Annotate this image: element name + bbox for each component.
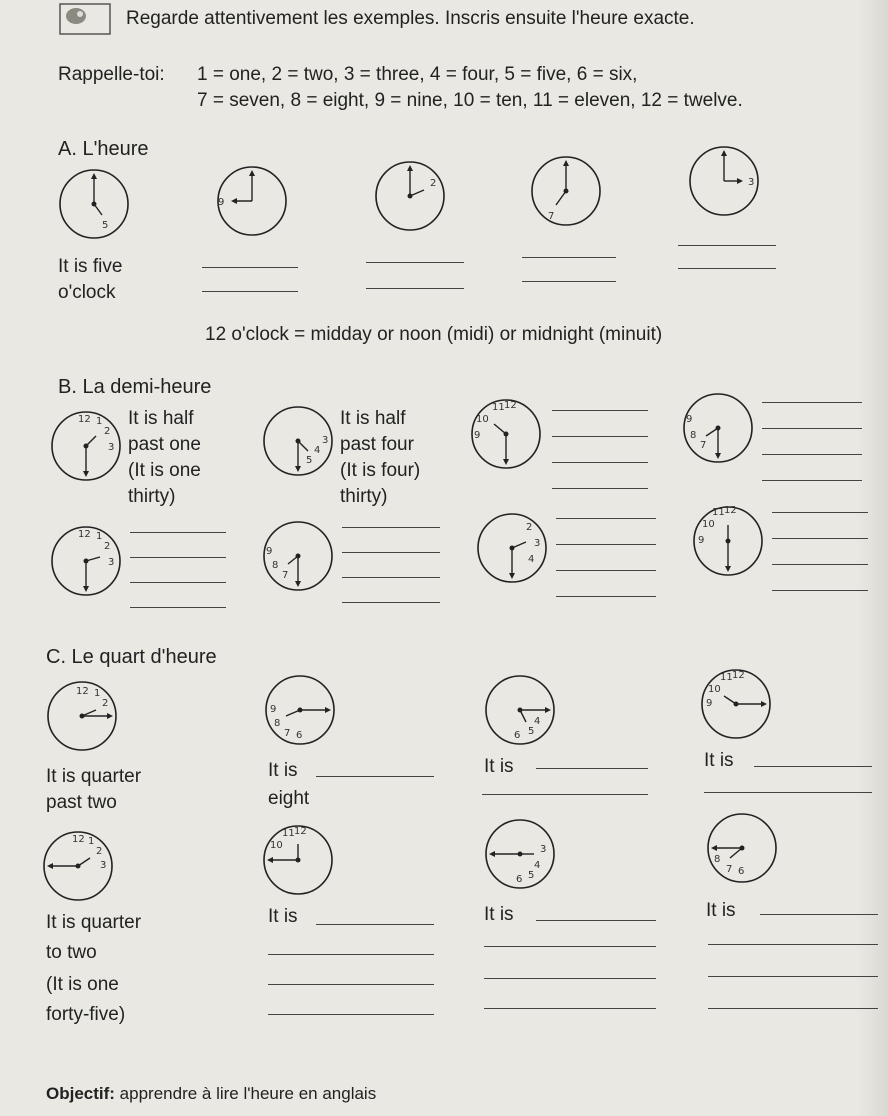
clock-number: 9 <box>270 704 277 715</box>
clock-number: 1 <box>96 531 103 542</box>
clock-number: 2 <box>96 846 103 857</box>
answer-line[interactable] <box>342 552 440 553</box>
answer-line[interactable] <box>130 607 226 608</box>
clock-number: 7 <box>284 728 291 739</box>
answer-line[interactable] <box>202 267 298 268</box>
clock-number: 3 <box>540 844 547 855</box>
section-c-title: C. Le quart d'heure <box>46 646 217 668</box>
answer-line[interactable] <box>556 596 656 597</box>
answer-line[interactable] <box>754 766 872 767</box>
answer-line[interactable] <box>708 944 878 945</box>
answer-line[interactable] <box>704 792 872 793</box>
clock-number: 6 <box>738 866 745 877</box>
clock-number: 7 <box>548 211 555 222</box>
answer-line[interactable] <box>762 428 862 429</box>
clock-number: 4 <box>314 445 321 456</box>
clock-number: 9 <box>698 535 705 546</box>
answer-line[interactable] <box>552 410 648 411</box>
clock-number: 1 <box>88 836 95 847</box>
clock-number: 2 <box>104 426 111 437</box>
clock-number: 12 <box>72 834 85 845</box>
pencil-logo-icon <box>58 2 114 36</box>
clock-b6 <box>262 520 334 592</box>
clock-number: 10 <box>270 840 283 851</box>
answer-line[interactable] <box>772 512 868 513</box>
answer-line[interactable] <box>556 518 656 519</box>
paper-edge-shadow <box>858 0 888 1116</box>
clock-number: 2 <box>430 178 437 189</box>
objective-label: Objectif: <box>46 1084 115 1103</box>
clock-b4 <box>682 392 754 464</box>
answer-line[interactable] <box>484 1008 656 1009</box>
answer-line[interactable] <box>762 480 862 481</box>
answer-line[interactable] <box>268 984 434 985</box>
clock-number: 9 <box>218 197 225 208</box>
clock-number: 1 <box>96 416 103 427</box>
clock-number: 5 <box>306 455 313 466</box>
clock-number: 12 <box>78 529 91 540</box>
answer-line[interactable] <box>556 570 656 571</box>
clock-number: 7 <box>700 440 707 451</box>
answer-line[interactable] <box>556 544 656 545</box>
clock-number: 12 <box>724 505 737 516</box>
answer-line[interactable] <box>522 281 616 282</box>
clock-number: 6 <box>516 874 523 885</box>
clock-number: 8 <box>714 854 721 865</box>
answer-line[interactable] <box>678 245 776 246</box>
answer-line[interactable] <box>366 262 464 263</box>
reminder-label: Rappelle-toi: <box>58 64 165 85</box>
clock-number: 7 <box>726 864 733 875</box>
answer-line[interactable] <box>342 577 440 578</box>
clock-number: 3 <box>748 177 755 188</box>
answer-line[interactable] <box>772 564 868 565</box>
clock-number: 5 <box>528 870 535 881</box>
clock-c1 <box>46 680 118 752</box>
clock-number: 11 <box>720 672 733 683</box>
answer-line[interactable] <box>130 532 226 533</box>
clock-number: 12 <box>732 670 745 681</box>
c-it-is-label: It is <box>706 900 736 921</box>
clock-number: 5 <box>528 726 535 737</box>
answer-line[interactable] <box>316 924 434 925</box>
clock-c4 <box>700 668 772 740</box>
example-a-line2: o'clock <box>58 282 116 303</box>
answer-line[interactable] <box>522 257 616 258</box>
clock-a5 <box>688 145 760 217</box>
clock-b5 <box>50 525 122 597</box>
answer-line[interactable] <box>130 582 226 583</box>
c-eight-label: eight <box>268 788 310 809</box>
clock-c6 <box>262 824 334 896</box>
clock-number: 6 <box>514 730 521 741</box>
answer-line[interactable] <box>708 1008 878 1009</box>
section-a-title: A. L'heure <box>58 138 149 160</box>
answer-line[interactable] <box>552 462 648 463</box>
answer-line[interactable] <box>772 538 868 539</box>
clock-number: 12 <box>76 686 89 697</box>
b-ex1-line3: (It is one <box>128 460 201 481</box>
clock-number: 5 <box>102 220 109 231</box>
clock-number: 12 <box>504 400 517 411</box>
clock-c7 <box>484 818 556 890</box>
clock-b7 <box>476 512 548 584</box>
clock-a1 <box>58 168 130 240</box>
clock-number: 9 <box>686 414 693 425</box>
c-it-is-label: It is <box>268 760 298 781</box>
answer-line[interactable] <box>552 436 648 437</box>
b-ex2-line3: (It is four) <box>340 460 421 481</box>
clock-number: 2 <box>104 541 111 552</box>
clock-number: 8 <box>274 718 281 729</box>
clock-number: 2 <box>102 698 109 709</box>
c-it-is-label: It is <box>268 906 298 927</box>
answer-line[interactable] <box>772 590 868 591</box>
b-ex2-line2: past four <box>340 434 414 455</box>
c-ex1-line2: past two <box>46 792 117 813</box>
c-ex2-line1: It is quarter <box>46 912 142 933</box>
answer-line[interactable] <box>484 946 656 947</box>
answer-line[interactable] <box>536 768 648 769</box>
answer-line[interactable] <box>366 288 464 289</box>
clock-number: 10 <box>476 414 489 425</box>
clock-b3 <box>470 398 542 470</box>
answer-line[interactable] <box>552 488 648 489</box>
clock-number: 3 <box>108 442 115 453</box>
answer-line[interactable] <box>484 978 656 979</box>
clock-number: 6 <box>296 730 303 741</box>
clock-number: 9 <box>474 430 481 441</box>
clock-number: 3 <box>108 557 115 568</box>
clock-c5 <box>42 830 114 902</box>
clock-number: 10 <box>708 684 721 695</box>
objective <box>46 1084 376 1104</box>
answer-line[interactable] <box>762 402 862 403</box>
clock-a2 <box>216 165 288 237</box>
clock-number: 7 <box>282 570 289 581</box>
clock-number: 4 <box>534 716 541 727</box>
answer-line[interactable] <box>760 914 878 915</box>
instruction-text: Regarde attentivement les exemples. Inscris ensuite l'heure exacte. <box>126 8 695 29</box>
clock-number: 11 <box>282 828 295 839</box>
clock-a4 <box>530 155 602 227</box>
c-it-is-label: It is <box>704 750 734 771</box>
clock-number: 1 <box>94 688 101 699</box>
b-ex2-line4: thirty) <box>340 486 388 507</box>
answer-line[interactable] <box>130 557 226 558</box>
c-it-is-label: It is <box>484 904 514 925</box>
reminder-line-1: 1 = one, 2 = two, 3 = three, 4 = four, 5 = five, 6 = six, <box>197 64 638 85</box>
answer-line[interactable] <box>708 976 878 977</box>
clock-number: 11 <box>712 507 725 518</box>
b-ex1-line1: It is half <box>128 408 194 429</box>
clock-number: 9 <box>706 698 713 709</box>
answer-line[interactable] <box>268 954 434 955</box>
clock-number: 12 <box>294 826 307 837</box>
example-a-line1: It is five <box>58 256 123 277</box>
clock-number: 2 <box>526 522 533 533</box>
c-ex2-line4: forty-five) <box>46 1004 126 1025</box>
answer-line[interactable] <box>342 602 440 603</box>
c-ex2-line2: to two <box>46 942 97 963</box>
answer-line[interactable] <box>202 291 298 292</box>
c-it-is-label: It is <box>484 756 514 777</box>
clock-number: 10 <box>702 519 715 530</box>
c-ex1-line1: It is quarter <box>46 766 142 787</box>
section-b-title: B. La demi-heure <box>58 376 212 398</box>
answer-line[interactable] <box>482 794 648 795</box>
answer-line[interactable] <box>342 527 440 528</box>
b-ex1-line2: past one <box>128 434 201 455</box>
answer-line[interactable] <box>536 920 656 921</box>
clock-number: 12 <box>78 414 91 425</box>
clock-c8 <box>706 812 778 884</box>
clock-number: 4 <box>528 554 535 565</box>
clock-number: 8 <box>272 560 279 571</box>
clock-number: 4 <box>534 860 541 871</box>
answer-line[interactable] <box>762 454 862 455</box>
reminder-line-2: 7 = seven, 8 = eight, 9 = nine, 10 = ten, 11 = eleven, 12 = twelve. <box>197 90 743 111</box>
clock-a3 <box>374 160 446 232</box>
clock-number: 3 <box>322 435 329 446</box>
clock-number: 3 <box>534 538 541 549</box>
noon-note: 12 o'clock = midday or noon (midi) or midnight (minuit) <box>205 324 663 345</box>
b-ex2-line1: It is half <box>340 408 406 429</box>
clock-b1 <box>50 410 122 482</box>
clock-b2 <box>262 405 334 477</box>
clock-number: 3 <box>100 860 107 871</box>
clock-b8 <box>692 505 764 577</box>
c-ex2-line3: (It is one <box>46 974 119 995</box>
objective-text: apprendre à lire l'heure en anglais <box>114 1084 377 1103</box>
clock-number: 9 <box>266 546 273 557</box>
answer-line[interactable] <box>316 776 434 777</box>
answer-line[interactable] <box>678 268 776 269</box>
answer-line[interactable] <box>268 1014 434 1015</box>
b-ex1-line4: thirty) <box>128 486 176 507</box>
clock-c3 <box>484 674 556 746</box>
clock-c2 <box>264 674 336 746</box>
clock-number: 11 <box>492 402 505 413</box>
clock-number: 8 <box>690 430 697 441</box>
